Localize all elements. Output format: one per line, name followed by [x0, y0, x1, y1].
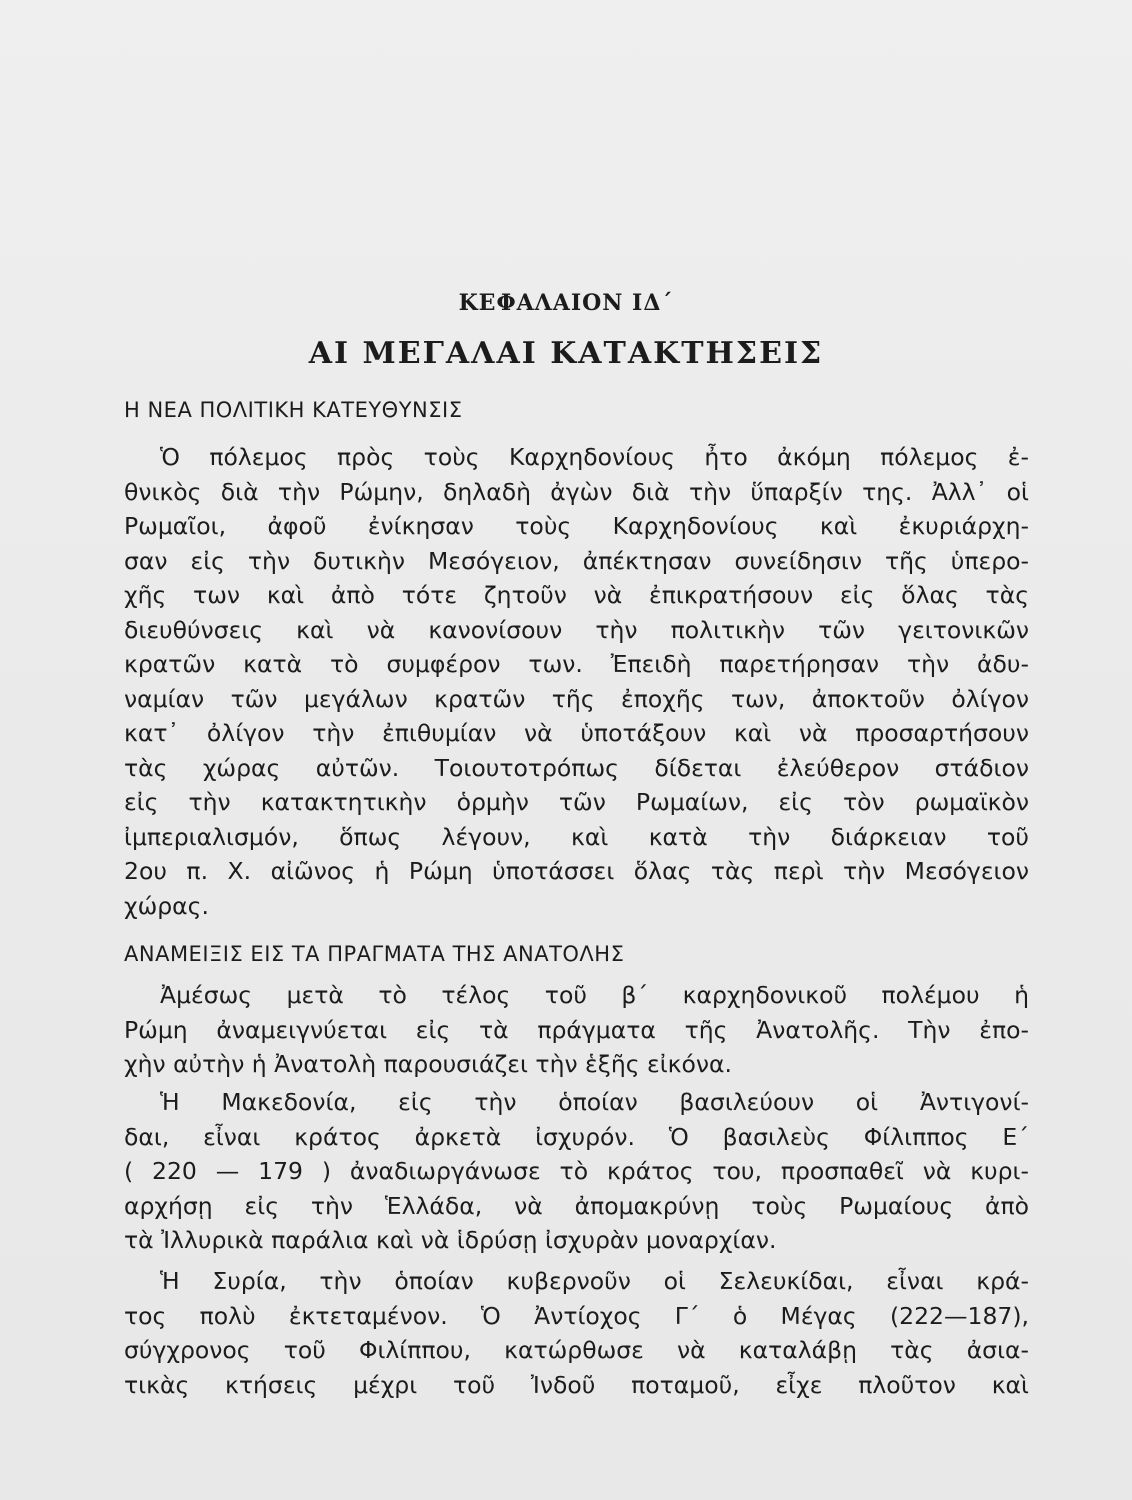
text-line: σαν εἰς τὴν δυτικὴν Μεσόγειον, ἀπέκτησαν συνείδησιν τῆς ὑπερο- [124, 546, 1029, 575]
paragraph-new-policy [124, 440, 1029, 923]
text-line: ἰμπεριαλισμόν, ὅπως λέγουν, καὶ κατὰ τὴν διάρκειαν τοῦ [124, 822, 1029, 851]
text-line: κρατῶν κατὰ τὸ συμφέρον των. Ἐπειδὴ παρετήρησαν τὴν ἀδυ- [124, 650, 1029, 678]
text-line: θνικὸς διὰ τὴν Ρώμην, δηλαδὴ ἀγὼν διὰ τὴν ὕπαρξίν της. Ἀλλ᾽ οἱ [124, 477, 1029, 506]
text-line: ( 220 — 179 ) ἀναδιωργάνωσε τὸ κράτος του, προσπαθεῖ νὰ κυρι- [124, 1157, 1029, 1185]
paragraph-macedonia [124, 1085, 1029, 1258]
text-line: Ρώμη ἀναμειγνύεται εἰς τὰ πράγματα τῆς Ἀνατολῆς. Τὴν ἐπο- [124, 1015, 1029, 1044]
text-line: δαι, εἶναι κράτος ἀρκετὰ ἰσχυρόν. Ὁ βασιλεὺς Φίλιππος Ε΄ [124, 1122, 1029, 1151]
text-line: τος πολὺ ἐκτεταμένον. Ὁ Ἀντίοχος Γ΄ ὁ Μέγας (222—187), [124, 1301, 1029, 1330]
chapter-title: ΑΙ ΜΕΓΑΛΑΙ ΚΑΤΑΚΤΗΣΕΙΣ [308, 336, 824, 371]
text-line: σύγχρονος τοῦ Φιλίππου, κατώρθωσε νὰ καταλάβῃ τὰς ἀσια- [124, 1336, 1029, 1364]
text-line: χῆς των καὶ ἀπὸ τότε ζητοῦν νὰ ἐπικρατήσουν εἰς ὅλας τὰς [124, 581, 1029, 609]
text-line: 2ου π. Χ. αἰῶνος ἡ Ρώμη ὑποτάσσει ὅλας τὰς περὶ τὴν Μεσόγειον [124, 857, 1029, 885]
text-line: εἰς τὴν κατακτητικὴν ὁρμὴν τῶν Ρωμαίων, εἰς τὸν ρωμαϊκὸν [124, 788, 1029, 816]
section-heading-new-policy: Η ΝΕΑ ΠΟΛΙΤΙΚΗ ΚΑΤΕΥΘΥΝΣΙΣ [124, 398, 463, 422]
text-line: τὰ Ἰλλυρικὰ παράλια καὶ νὰ ἱδρύσῃ ἰσχυρὰν μοναρχίαν. [124, 1226, 777, 1254]
text-line: διευθύνσεις καὶ νὰ κανονίσουν τὴν πολιτικὴν τῶν γειτονικῶν [124, 615, 1029, 644]
chapter-number: ΚΕΦΑΛΑΙΟΝ ΙΔ΄ [458, 290, 674, 316]
text-line: Ἡ Συρία, τὴν ὁποίαν κυβερνοῦν οἱ Σελευκίδαι, εἶναι κρά- [160, 1267, 1029, 1295]
text-line: κατ᾽ ὀλίγον τὴν ἐπιθυμίαν νὰ ὑποτάξουν καὶ νὰ προσαρτήσουν [124, 719, 1029, 747]
text-line: Ὁ πόλεμος πρὸς τοὺς Καρχηδονίους ἦτο ἀκόμη πόλεμος ἐ- [160, 443, 1029, 471]
text-line: Ἀμέσως μετὰ τὸ τέλος τοῦ β΄ καρχηδονικοῦ πολέμου ἡ [160, 981, 1029, 1009]
text-line: Ἡ Μακεδονία, εἰς τὴν ὁποίαν βασιλεύουν οἱ Ἀντιγονί- [160, 1088, 1029, 1116]
text-line: τικὰς κτήσεις μέχρι τοῦ Ἰνδοῦ ποταμοῦ, εἶχε πλοῦτον καὶ [124, 1370, 1029, 1399]
text-line: χώρας. [124, 891, 209, 920]
text-line: χὴν αὐτὴν ἡ Ἀνατολὴ παρουσιάζει τὴν ἑξῆς εἰκόνα. [124, 1050, 732, 1078]
text-line: τὰς χώρας αὐτῶν. Τοιουτοτρόπως δίδεται ἐλεύθερον στάδιον [124, 753, 1029, 782]
text-line: ναμίαν τῶν μεγάλων κρατῶν τῆς ἐποχῆς των, ἀποκτοῦν ὀλίγον [124, 684, 1029, 713]
text-line: αρχήσῃ εἰς τὴν Ἑλλάδα, νὰ ἀπομακρύνῃ τοὺς Ρωμαίους ἀπὸ [124, 1191, 1029, 1220]
paragraph-syria [124, 1264, 1029, 1402]
paragraph-east-intro [124, 978, 1029, 1082]
text-line: Ρωμαῖοι, ἀφοῦ ἐνίκησαν τοὺς Καρχηδονίους καὶ ἐκυριάρχη- [124, 512, 1029, 540]
section-heading-east: ΑΝΑΜΕΙΞΙΣ ΕΙΣ ΤΑ ΠΡΑΓΜΑΤΑ ΤΗΣ ΑΝΑΤΟΛΗΣ [124, 942, 625, 966]
